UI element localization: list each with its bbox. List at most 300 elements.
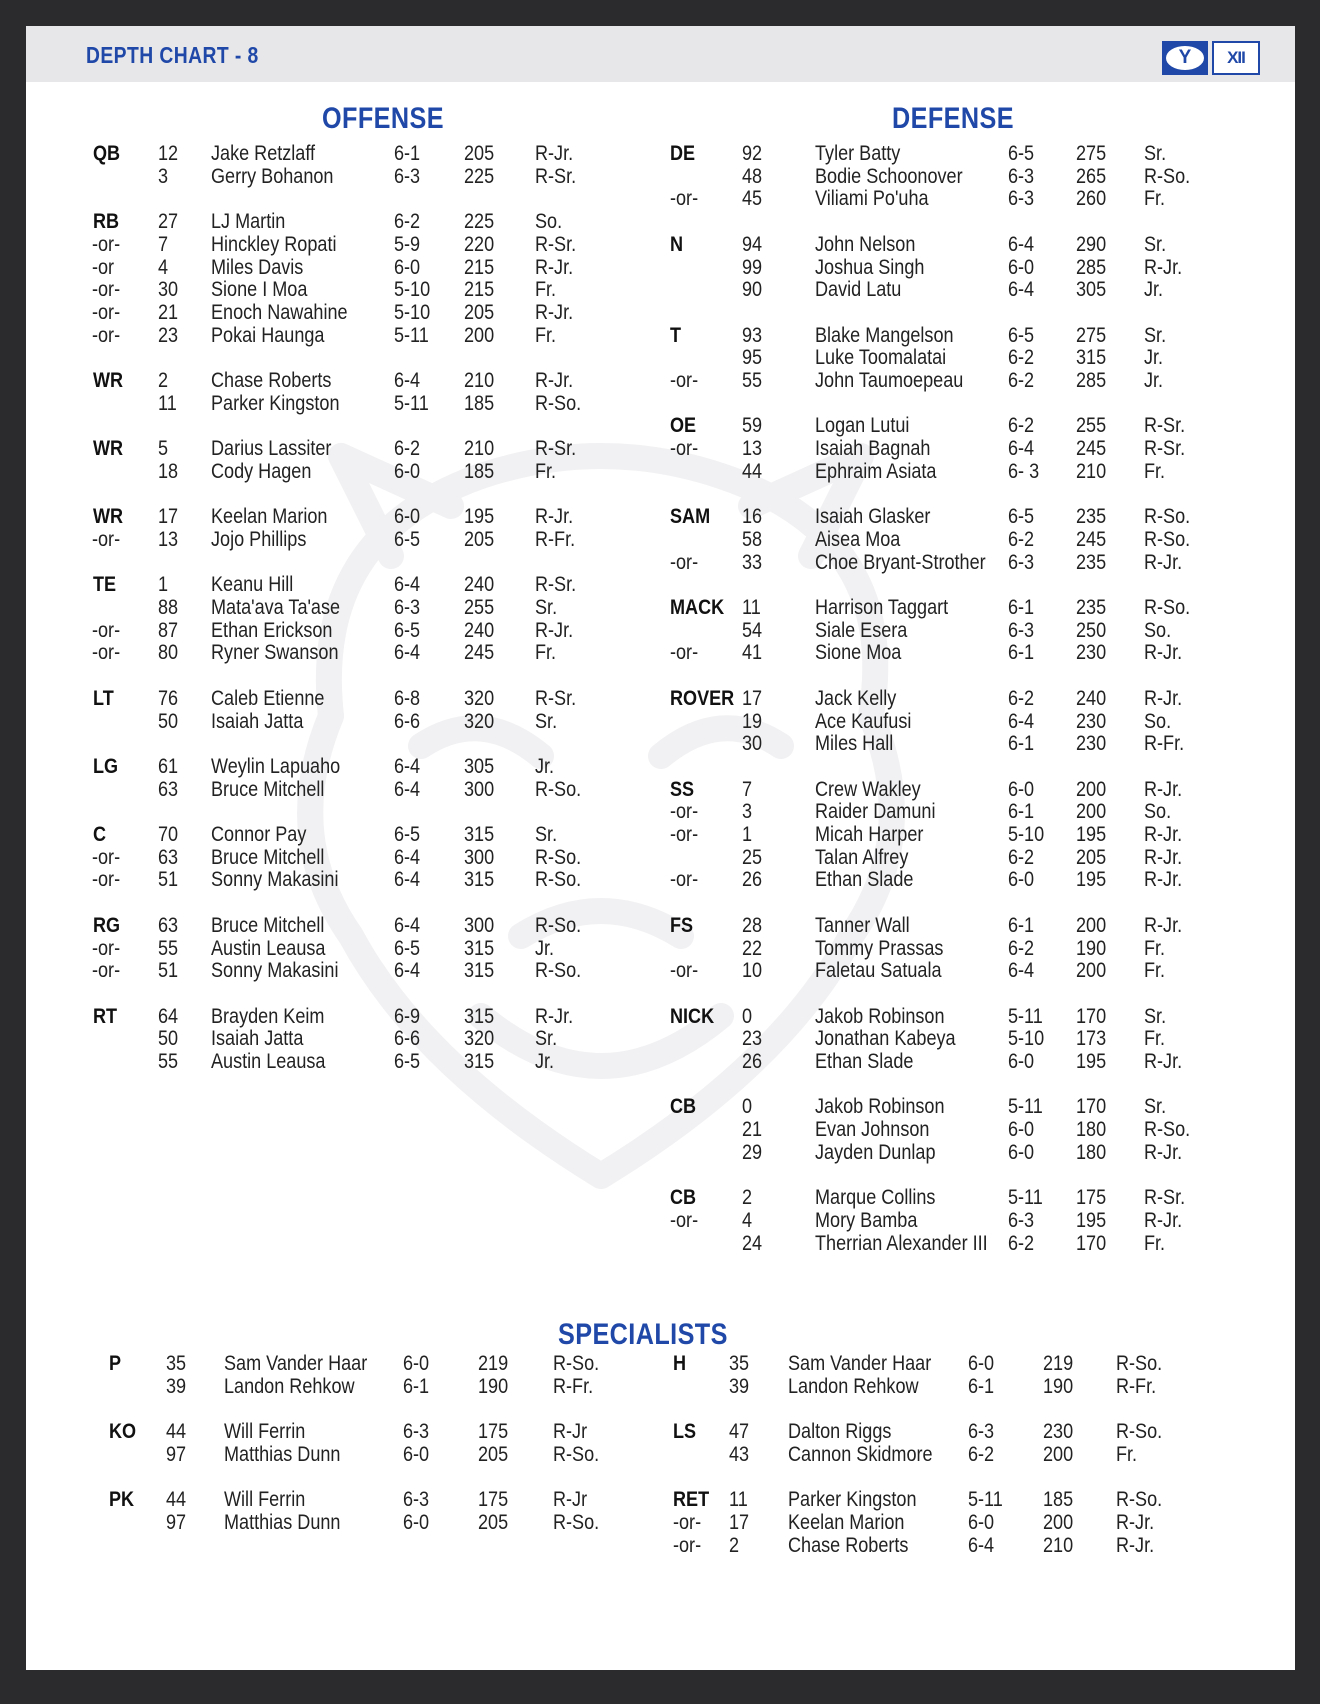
player-name: Bruce Mitchell bbox=[211, 845, 325, 869]
player-class: So. bbox=[1144, 618, 1172, 642]
player-name: Ethan Slade bbox=[815, 1050, 914, 1073]
player-weight: 205 bbox=[478, 1510, 509, 1534]
player-class: R-Jr. bbox=[1144, 255, 1183, 279]
player-weight: 320 bbox=[464, 709, 495, 733]
jersey-number: 44 bbox=[166, 1420, 187, 1444]
player-weight: 200 bbox=[1043, 1510, 1074, 1534]
player-class: R-Jr. bbox=[535, 369, 574, 392]
player-name: Marque Collins bbox=[815, 1186, 936, 1210]
player-class: Sr. bbox=[1144, 1004, 1167, 1028]
jersey-number: 55 bbox=[158, 936, 179, 960]
or-marker: -or- bbox=[670, 369, 699, 392]
jersey-number: 90 bbox=[742, 278, 763, 302]
or-marker: -or- bbox=[92, 845, 121, 869]
player-class: R-So. bbox=[553, 1510, 600, 1534]
jersey-number: 39 bbox=[729, 1374, 750, 1398]
player-weight: 300 bbox=[464, 913, 495, 937]
jersey-number: 13 bbox=[158, 527, 179, 551]
jersey-number: 4 bbox=[742, 1208, 753, 1232]
position-label: ROVER bbox=[670, 686, 735, 710]
jersey-number: 16 bbox=[742, 505, 763, 529]
or-marker: -or- bbox=[670, 550, 699, 574]
jersey-number: 27 bbox=[158, 210, 179, 234]
player-height: 6-5 bbox=[394, 527, 421, 551]
player-height: 6-0 bbox=[1008, 777, 1035, 801]
player-height: 6-5 bbox=[394, 1050, 421, 1073]
player-weight: 315 bbox=[464, 1050, 495, 1073]
player-weight: 173 bbox=[1076, 1027, 1107, 1051]
player-class: So. bbox=[535, 210, 563, 234]
player-class: R-Jr. bbox=[1144, 1208, 1183, 1232]
player-row bbox=[26, 1489, 1295, 1511]
player-class: Jr. bbox=[535, 936, 555, 960]
player-height: 6-2 bbox=[1008, 346, 1035, 370]
player-name: Luke Toomalatai bbox=[815, 346, 947, 370]
or-marker: -or- bbox=[92, 300, 121, 324]
position-label: RB bbox=[93, 210, 120, 234]
jersey-number: 2 bbox=[729, 1533, 740, 1557]
player-name: Will Ferrin bbox=[224, 1488, 306, 1512]
player-weight: 170 bbox=[1076, 1231, 1107, 1255]
player-name: Sam Vander Haar bbox=[224, 1352, 368, 1375]
player-weight: 235 bbox=[1076, 505, 1107, 529]
player-height: 5-9 bbox=[394, 232, 421, 256]
player-height: 6-1 bbox=[1008, 800, 1035, 824]
offense-title: OFFENSE bbox=[322, 102, 444, 135]
player-weight: 190 bbox=[1076, 936, 1107, 960]
jersey-number: 93 bbox=[742, 323, 763, 347]
player-row bbox=[26, 869, 1295, 891]
jersey-number: 11 bbox=[729, 1488, 748, 1512]
player-height: 6-3 bbox=[1008, 164, 1035, 188]
player-name: Pokai Haunga bbox=[211, 323, 325, 347]
player-weight: 230 bbox=[1076, 709, 1107, 733]
player-name: Sam Vander Haar bbox=[788, 1352, 932, 1375]
or-marker: -or- bbox=[670, 959, 699, 983]
player-height: 6-2 bbox=[1008, 1231, 1035, 1255]
player-weight: 215 bbox=[464, 278, 495, 302]
player-height: 6-4 bbox=[1008, 959, 1035, 983]
jersey-number: 26 bbox=[742, 868, 763, 892]
or-marker: -or- bbox=[92, 278, 121, 302]
or-marker: -or- bbox=[670, 641, 699, 665]
player-height: 6-1 bbox=[394, 142, 421, 165]
position-label: C bbox=[93, 823, 107, 846]
player-class: R-Sr. bbox=[535, 573, 577, 597]
player-name: Ethan Erickson bbox=[211, 618, 333, 642]
player-height: 6-4 bbox=[394, 573, 421, 597]
player-weight: 219 bbox=[478, 1352, 509, 1375]
player-weight: 195 bbox=[1076, 868, 1107, 892]
jersey-number: 47 bbox=[729, 1420, 750, 1444]
or-marker: -or- bbox=[92, 232, 121, 256]
logos bbox=[1162, 41, 1260, 77]
jersey-number: 50 bbox=[158, 709, 179, 733]
player-weight: 195 bbox=[464, 505, 495, 529]
player-height: 6-3 bbox=[403, 1420, 430, 1444]
player-height: 6-8 bbox=[394, 686, 421, 710]
player-weight: 245 bbox=[464, 641, 495, 665]
jersey-number: 35 bbox=[166, 1352, 187, 1375]
player-weight: 285 bbox=[1076, 255, 1107, 279]
player-height: 6-5 bbox=[1008, 142, 1035, 165]
jersey-number: 48 bbox=[742, 164, 763, 188]
player-weight: 175 bbox=[478, 1488, 509, 1512]
player-weight: 315 bbox=[464, 959, 495, 983]
position-label: RT bbox=[93, 1004, 118, 1028]
player-weight: 240 bbox=[464, 618, 495, 642]
player-class: R-Sr. bbox=[535, 164, 577, 188]
jersey-number: 4 bbox=[158, 255, 169, 279]
player-row bbox=[26, 688, 1295, 710]
or-marker: -or- bbox=[92, 959, 121, 983]
player-weight: 170 bbox=[1076, 1004, 1107, 1028]
player-class: Fr. bbox=[535, 323, 557, 347]
player-height: 6-1 bbox=[1008, 641, 1035, 665]
player-height: 6-4 bbox=[1008, 437, 1035, 461]
position-label: SS bbox=[670, 777, 695, 801]
player-class: R-Jr. bbox=[535, 255, 574, 279]
player-height: 6-1 bbox=[1008, 913, 1035, 937]
player-height: 6-2 bbox=[1008, 414, 1035, 438]
jersey-number: 55 bbox=[742, 369, 763, 392]
player-row bbox=[26, 1142, 1295, 1164]
player-name: Sione Moa bbox=[815, 641, 902, 665]
player-weight: 185 bbox=[464, 391, 495, 415]
jersey-number: 2 bbox=[742, 1186, 753, 1210]
position-label: DE bbox=[670, 142, 696, 165]
position-label: P bbox=[109, 1352, 122, 1375]
jersey-number: 44 bbox=[166, 1488, 187, 1512]
player-row bbox=[26, 711, 1295, 733]
player-name: Jojo Phillips bbox=[211, 527, 307, 551]
position-label: LT bbox=[93, 686, 114, 710]
player-class: R-Jr. bbox=[1116, 1510, 1155, 1534]
jersey-number: 3 bbox=[158, 164, 169, 188]
player-name: Evan Johnson bbox=[815, 1118, 930, 1142]
player-class: R-Jr. bbox=[535, 1004, 574, 1028]
player-row bbox=[26, 1421, 1295, 1443]
player-row bbox=[26, 370, 1295, 392]
jersey-number: 11 bbox=[742, 596, 761, 619]
player-height: 6-0 bbox=[1008, 1050, 1035, 1073]
player-name: Micah Harper bbox=[815, 823, 924, 846]
player-weight: 200 bbox=[464, 323, 495, 347]
player-name: Austin Leausa bbox=[211, 1050, 326, 1073]
jersey-number: 92 bbox=[742, 142, 763, 165]
player-row bbox=[26, 1096, 1295, 1118]
player-name: Ryner Swanson bbox=[211, 641, 339, 665]
player-class: R-Jr. bbox=[1144, 686, 1183, 710]
player-height: 6-0 bbox=[968, 1510, 995, 1534]
player-name: David Latu bbox=[815, 278, 902, 302]
player-class: R-Fr. bbox=[535, 527, 576, 551]
player-class: R-So. bbox=[1116, 1488, 1163, 1512]
jersey-number: 63 bbox=[158, 845, 179, 869]
player-name: Matthias Dunn bbox=[224, 1510, 341, 1534]
player-height: 6-2 bbox=[394, 437, 421, 461]
position-label: NICK bbox=[670, 1004, 715, 1028]
jersey-number: 18 bbox=[158, 459, 179, 483]
player-row bbox=[26, 279, 1295, 301]
player-height: 6-2 bbox=[1008, 845, 1035, 869]
player-class: R-Fr. bbox=[1116, 1374, 1157, 1398]
player-height: 6-4 bbox=[394, 913, 421, 937]
player-weight: 290 bbox=[1076, 232, 1107, 256]
or-marker: -or- bbox=[670, 800, 699, 824]
player-height: 6-5 bbox=[394, 823, 421, 846]
player-class: R-Jr. bbox=[1144, 823, 1183, 846]
player-name: Enoch Nawahine bbox=[211, 300, 348, 324]
player-name: Isaiah Jatta bbox=[211, 1027, 304, 1051]
player-class: Sr. bbox=[1144, 323, 1167, 347]
jersey-number: 21 bbox=[158, 300, 179, 324]
player-class: R-So. bbox=[553, 1442, 600, 1466]
player-weight: 210 bbox=[464, 369, 495, 392]
jersey-number: 99 bbox=[742, 255, 763, 279]
player-height: 6-3 bbox=[394, 164, 421, 188]
jersey-number: 17 bbox=[742, 686, 763, 710]
player-name: Caleb Etienne bbox=[211, 686, 325, 710]
position-label: N bbox=[670, 232, 684, 256]
player-weight: 200 bbox=[1076, 800, 1107, 824]
player-class: Fr. bbox=[1144, 459, 1166, 483]
player-weight: 255 bbox=[464, 596, 495, 619]
player-height: 6-2 bbox=[1008, 369, 1035, 392]
player-row bbox=[26, 1535, 1295, 1557]
jersey-number: 28 bbox=[742, 913, 763, 937]
player-class: Jr. bbox=[1144, 278, 1164, 302]
player-height: 6-4 bbox=[394, 777, 421, 801]
player-class: R-So. bbox=[1144, 164, 1191, 188]
player-class: R-Jr bbox=[553, 1488, 588, 1512]
page-header bbox=[26, 26, 1295, 82]
position-label: TE bbox=[93, 573, 117, 597]
player-row bbox=[26, 166, 1295, 188]
player-height: 6- 3 bbox=[1008, 459, 1040, 483]
player-row bbox=[26, 1028, 1295, 1050]
player-height: 6-5 bbox=[394, 936, 421, 960]
player-height: 5-10 bbox=[1008, 1027, 1045, 1051]
jersey-number: 17 bbox=[729, 1510, 750, 1534]
player-weight: 230 bbox=[1076, 641, 1107, 665]
position-label: MACK bbox=[670, 596, 725, 619]
jersey-number: 7 bbox=[742, 777, 753, 801]
player-row bbox=[26, 756, 1295, 778]
player-row bbox=[26, 801, 1295, 823]
player-name: Chase Roberts bbox=[788, 1533, 909, 1557]
player-height: 5-10 bbox=[1008, 823, 1045, 846]
player-class: R-Jr. bbox=[1144, 1140, 1183, 1164]
player-class: R-Jr. bbox=[535, 618, 574, 642]
player-weight: 200 bbox=[1076, 777, 1107, 801]
player-class: R-Jr. bbox=[1144, 1050, 1183, 1073]
position-label: CB bbox=[670, 1095, 697, 1119]
player-height: 6-3 bbox=[1008, 550, 1035, 574]
player-weight: 195 bbox=[1076, 1050, 1107, 1073]
player-row bbox=[26, 302, 1295, 324]
player-class: Fr. bbox=[1144, 187, 1166, 211]
player-name: Keanu Hill bbox=[211, 573, 294, 597]
jersey-number: 63 bbox=[158, 913, 179, 937]
player-height: 6-0 bbox=[1008, 868, 1035, 892]
jersey-number: 80 bbox=[158, 641, 179, 665]
player-height: 6-9 bbox=[394, 1004, 421, 1028]
player-weight: 170 bbox=[1076, 1095, 1107, 1119]
player-name: Aisea Moa bbox=[815, 527, 901, 551]
player-weight: 190 bbox=[478, 1374, 509, 1398]
player-weight: 200 bbox=[1076, 913, 1107, 937]
player-class: R-Fr. bbox=[553, 1374, 594, 1398]
player-name: Mata'ava Ta'ase bbox=[211, 596, 341, 619]
player-class: Fr. bbox=[535, 278, 557, 302]
defense-title: DEFENSE bbox=[892, 102, 1014, 135]
jersey-number: 33 bbox=[742, 550, 763, 574]
player-name: Landon Rehkow bbox=[788, 1374, 919, 1398]
player-class: R-So. bbox=[1116, 1420, 1163, 1444]
player-class: Jr. bbox=[1144, 346, 1164, 370]
byu-logo-text: Y bbox=[1166, 46, 1204, 70]
player-name: Joshua Singh bbox=[815, 255, 925, 279]
player-name: LJ Martin bbox=[211, 210, 286, 234]
player-class: Sr. bbox=[1144, 1095, 1167, 1119]
player-class: R-So. bbox=[1144, 505, 1191, 529]
position-label: RET bbox=[673, 1488, 710, 1512]
player-row bbox=[26, 415, 1295, 437]
player-height: 6-3 bbox=[1008, 187, 1035, 211]
depth-chart-page bbox=[26, 26, 1295, 1670]
player-weight: 175 bbox=[478, 1420, 509, 1444]
player-height: 5-11 bbox=[394, 323, 429, 347]
player-weight: 250 bbox=[1076, 618, 1107, 642]
position-label: CB bbox=[670, 1186, 697, 1210]
player-class: R-So. bbox=[535, 777, 582, 801]
player-name: Bruce Mitchell bbox=[211, 913, 325, 937]
player-name: Weylin Lapuaho bbox=[211, 754, 341, 778]
player-name: Miles Davis bbox=[211, 255, 304, 279]
player-class: R-Jr. bbox=[1144, 641, 1183, 665]
player-row bbox=[26, 393, 1295, 415]
player-weight: 215 bbox=[464, 255, 495, 279]
player-name: Therrian Alexander III bbox=[815, 1231, 988, 1255]
player-row bbox=[26, 915, 1295, 937]
jersey-number: 55 bbox=[158, 1050, 179, 1073]
player-name: Landon Rehkow bbox=[224, 1374, 355, 1398]
player-height: 6-0 bbox=[394, 505, 421, 529]
player-class: Jr. bbox=[1144, 369, 1164, 392]
player-name: Cannon Skidmore bbox=[788, 1442, 933, 1466]
or-marker: -or- bbox=[670, 437, 699, 461]
player-class: R-So. bbox=[535, 391, 582, 415]
jersey-number: 0 bbox=[742, 1004, 753, 1028]
player-row bbox=[26, 574, 1295, 596]
player-height: 6-6 bbox=[394, 1027, 421, 1051]
player-name: Keelan Marion bbox=[788, 1510, 905, 1534]
player-name: Will Ferrin bbox=[224, 1420, 306, 1444]
player-row bbox=[26, 325, 1295, 347]
player-weight: 315 bbox=[464, 1004, 495, 1028]
player-height: 5-11 bbox=[1008, 1095, 1043, 1119]
player-row bbox=[26, 1353, 1295, 1375]
jersey-number: 22 bbox=[742, 936, 763, 960]
player-row bbox=[26, 438, 1295, 460]
player-class: So. bbox=[1144, 800, 1172, 824]
player-weight: 315 bbox=[464, 936, 495, 960]
player-class: Sr. bbox=[535, 709, 558, 733]
jersey-number: 7 bbox=[158, 232, 169, 256]
player-name: Cody Hagen bbox=[211, 459, 312, 483]
player-weight: 245 bbox=[1076, 437, 1107, 461]
player-class: Fr. bbox=[1144, 959, 1166, 983]
player-weight: 235 bbox=[1076, 550, 1107, 574]
player-weight: 315 bbox=[464, 868, 495, 892]
player-height: 6-2 bbox=[968, 1442, 995, 1466]
player-row bbox=[26, 1006, 1295, 1028]
player-name: Isaiah Bagnah bbox=[815, 437, 931, 461]
player-height: 6-4 bbox=[1008, 709, 1035, 733]
player-height: 6-5 bbox=[394, 618, 421, 642]
player-height: 6-0 bbox=[403, 1352, 430, 1375]
jersey-number: 24 bbox=[742, 1231, 763, 1255]
player-class: Fr. bbox=[1116, 1442, 1138, 1466]
player-height: 6-5 bbox=[1008, 323, 1035, 347]
player-weight: 225 bbox=[464, 210, 495, 234]
player-class: R-Sr. bbox=[1144, 437, 1186, 461]
jersey-number: 43 bbox=[729, 1442, 750, 1466]
player-height: 6-1 bbox=[403, 1374, 430, 1398]
player-name: Bodie Schoonover bbox=[815, 164, 963, 188]
player-weight: 210 bbox=[1043, 1533, 1074, 1557]
player-weight: 255 bbox=[1076, 414, 1107, 438]
player-class: Sr. bbox=[1144, 232, 1167, 256]
player-weight: 220 bbox=[464, 232, 495, 256]
player-weight: 219 bbox=[1043, 1352, 1074, 1375]
player-height: 5-11 bbox=[1008, 1186, 1043, 1210]
position-label: H bbox=[673, 1352, 687, 1375]
player-class: R-Jr. bbox=[535, 300, 574, 324]
player-weight: 315 bbox=[1076, 346, 1107, 370]
player-height: 6-0 bbox=[1008, 1140, 1035, 1164]
player-class: R-Jr. bbox=[535, 505, 574, 529]
player-name: Jakob Robinson bbox=[815, 1095, 945, 1119]
position-label: LG bbox=[93, 754, 119, 778]
player-height: 6-3 bbox=[968, 1420, 995, 1444]
jersey-number: 51 bbox=[158, 868, 179, 892]
player-height: 5-10 bbox=[394, 300, 431, 324]
player-class: R-So. bbox=[1116, 1352, 1163, 1375]
player-weight: 205 bbox=[464, 527, 495, 551]
player-weight: 285 bbox=[1076, 369, 1107, 392]
player-weight: 185 bbox=[464, 459, 495, 483]
player-weight: 260 bbox=[1076, 187, 1107, 211]
player-class: R-Jr. bbox=[1144, 868, 1183, 892]
player-class: Fr. bbox=[535, 459, 557, 483]
player-weight: 305 bbox=[1076, 278, 1107, 302]
jersey-number: 58 bbox=[742, 527, 763, 551]
player-name: Jayden Dunlap bbox=[815, 1140, 936, 1164]
or-marker: -or- bbox=[92, 936, 121, 960]
player-height: 6-1 bbox=[1008, 732, 1035, 756]
jersey-number: 11 bbox=[158, 391, 177, 415]
player-name: Crew Wakley bbox=[815, 777, 921, 801]
player-weight: 180 bbox=[1076, 1140, 1107, 1164]
player-name: Chase Roberts bbox=[211, 369, 332, 392]
big12-logo-icon: XII bbox=[1212, 41, 1260, 75]
jersey-number: 23 bbox=[158, 323, 179, 347]
player-name: Dalton Riggs bbox=[788, 1420, 892, 1444]
player-class: R-So. bbox=[535, 845, 582, 869]
player-weight: 300 bbox=[464, 777, 495, 801]
